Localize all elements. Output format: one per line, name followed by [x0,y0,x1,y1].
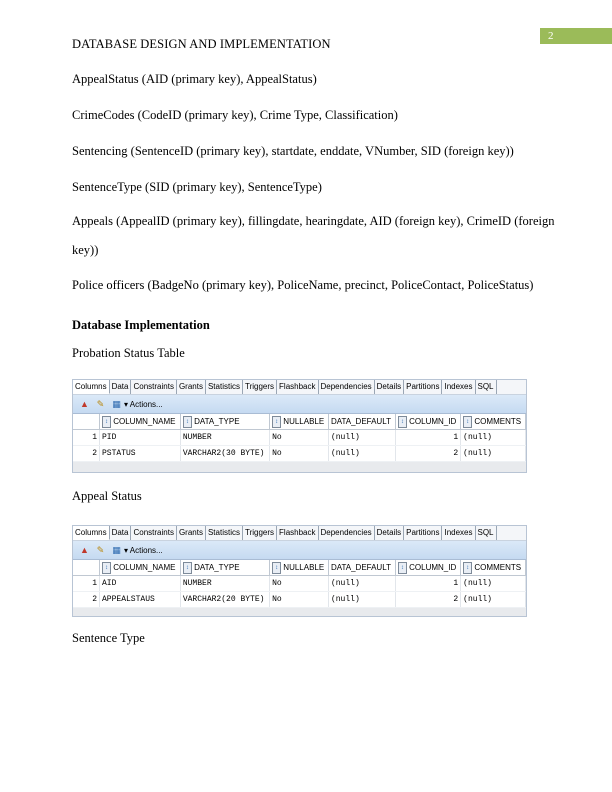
sentencing-schema: Sentencing (SentenceID (primary key), startdate, enddate, VNumber, SID (foreign key)) [72,144,514,158]
table-row[interactable] [73,592,526,608]
sort-icon: ↕ [183,562,192,574]
column-header[interactable]: ↕ NULLABLE [270,414,329,430]
edit-icon[interactable]: ✎ [96,544,105,555]
sort-icon: ↕ [463,416,472,428]
tab-details[interactable]: Details [375,380,404,394]
column-id-cell: 2 [395,446,460,462]
grid-icon: ▦ [112,544,121,555]
comments-cell: (null) [461,446,526,462]
tab-constraints[interactable]: Constraints [131,526,176,540]
probation-caption: Probation Status Table [72,346,185,360]
sort-icon: ↕ [398,562,407,574]
column-name-cell: AID [100,576,181,592]
actions-menu[interactable] [111,545,163,556]
table-row[interactable] [73,446,526,462]
column-header[interactable]: DATA_DEFAULT [328,560,395,576]
tab-triggers[interactable]: Triggers [243,380,277,394]
appeal-caption: Appeal Status [72,489,142,503]
tab-statistics[interactable]: Statistics [206,526,243,540]
nullable-cell: No [270,446,329,462]
tab-columns[interactable]: Columns [73,526,110,540]
column-header[interactable]: ↕ COLUMN_ID [395,414,460,430]
panel-toolbar [73,395,526,414]
comments-cell: (null) [461,430,526,446]
column-header[interactable]: ↕ COMMENTS [461,560,526,576]
sort-icon: ↕ [398,416,407,428]
sort-icon: ↕ [272,416,281,428]
tab-grants[interactable]: Grants [177,526,206,540]
columns-table [73,414,526,462]
column-header[interactable]: ↕ COMMENTS [461,414,526,430]
comments-cell: (null) [461,576,526,592]
tab-strip [73,380,526,395]
table-row[interactable] [73,430,526,446]
probation-columns-panel [72,379,527,473]
actions-label: ▾ Actions... [124,545,163,555]
column-id-cell: 1 [395,576,460,592]
appeals-schema-line2: key)) [72,243,99,257]
tab-dependencies[interactable]: Dependencies [319,526,375,540]
tab-details[interactable]: Details [375,526,404,540]
running-header: DATABASE DESIGN AND IMPLEMENTATION [72,37,331,51]
tab-grants[interactable]: Grants [177,380,206,394]
header-row [73,414,526,430]
appeals-schema-line1: Appeals (AppealID (primary key), fillingdate, hearingdate, AID (foreign key), CrimeID (foreign [72,214,555,228]
data-default-cell: (null) [328,592,395,608]
column-header[interactable]: ↕ DATA_TYPE [180,414,269,430]
sort-icon: ↕ [272,562,281,574]
grid-empty-area [73,462,526,472]
tab-sql[interactable]: SQL [476,380,497,394]
police-schema: Police officers (BadgeNo (primary key), PoliceName, precinct, PoliceContact, PoliceStatus) [72,278,534,292]
tab-strip [73,526,526,541]
header-row [73,560,526,576]
appeal-status-schema: AppealStatus (AID (primary key), AppealStatus) [72,72,317,86]
tab-statistics[interactable]: Statistics [206,380,243,394]
grid-empty-area [73,608,526,616]
data-default-cell: (null) [328,430,395,446]
column-name-cell: PID [100,430,181,446]
section-heading: Database Implementation [72,318,210,332]
tab-partitions[interactable]: Partitions [404,526,442,540]
column-header[interactable]: ↕ DATA_TYPE [180,560,269,576]
columns-table [73,560,526,608]
actions-menu[interactable] [111,399,163,410]
tab-data[interactable]: Data [110,526,132,540]
sort-icon: ↕ [463,562,472,574]
crime-codes-schema: CrimeCodes (CodeID (primary key), Crime Type, Classification) [72,108,398,122]
tab-flashback[interactable]: Flashback [277,380,318,394]
column-header[interactable]: ↕ COLUMN_ID [395,560,460,576]
actions-label: ▾ Actions... [124,399,163,409]
data-type-cell: NUMBER [180,430,269,446]
table-row[interactable] [73,576,526,592]
tab-partitions[interactable]: Partitions [404,380,442,394]
column-header[interactable]: ↕ COLUMN_NAME [100,414,181,430]
data-default-cell: (null) [328,446,395,462]
column-header[interactable]: ↕ NULLABLE [270,560,329,576]
tab-indexes[interactable]: Indexes [442,380,475,394]
tab-dependencies[interactable]: Dependencies [319,380,375,394]
panel-toolbar [73,541,526,560]
column-name-cell: APPEALSTAUS [100,592,181,608]
sort-icon: ↕ [183,416,192,428]
tab-data[interactable]: Data [110,380,132,394]
tab-columns[interactable]: Columns [73,380,110,394]
column-header[interactable]: ↕ COLUMN_NAME [100,560,181,576]
row-number: 2 [73,592,100,608]
sentence-type-caption: Sentence Type [72,631,145,645]
data-type-cell: NUMBER [180,576,269,592]
row-number: 1 [73,576,100,592]
nullable-cell: No [270,576,329,592]
column-id-cell: 1 [395,430,460,446]
pin-icon[interactable]: ▲ [80,398,89,409]
sort-icon: ↕ [102,562,111,574]
data-default-cell: (null) [328,576,395,592]
tab-constraints[interactable]: Constraints [131,380,176,394]
page-number: 2 [540,28,612,44]
sentence-type-schema: SentenceType (SID (primary key), SentenceType) [72,180,322,194]
column-name-cell: PSTATUS [100,446,181,462]
comments-cell: (null) [461,592,526,608]
column-id-cell: 2 [395,592,460,608]
row-number: 2 [73,446,100,462]
edit-icon[interactable]: ✎ [96,398,105,409]
tab-sql[interactable]: SQL [476,526,497,540]
row-number: 1 [73,430,100,446]
sort-icon: ↕ [102,416,111,428]
nullable-cell: No [270,430,329,446]
tab-indexes[interactable]: Indexes [442,526,475,540]
column-header[interactable]: DATA_DEFAULT [328,414,395,430]
data-type-cell: VARCHAR2(30 BYTE) [180,446,269,462]
nullable-cell: No [270,592,329,608]
tab-flashback[interactable]: Flashback [277,526,318,540]
pin-icon[interactable]: ▲ [80,544,89,555]
tab-triggers[interactable]: Triggers [243,526,277,540]
data-type-cell: VARCHAR2(20 BYTE) [180,592,269,608]
grid-icon: ▦ [112,398,121,409]
appeal-columns-panel [72,525,527,617]
